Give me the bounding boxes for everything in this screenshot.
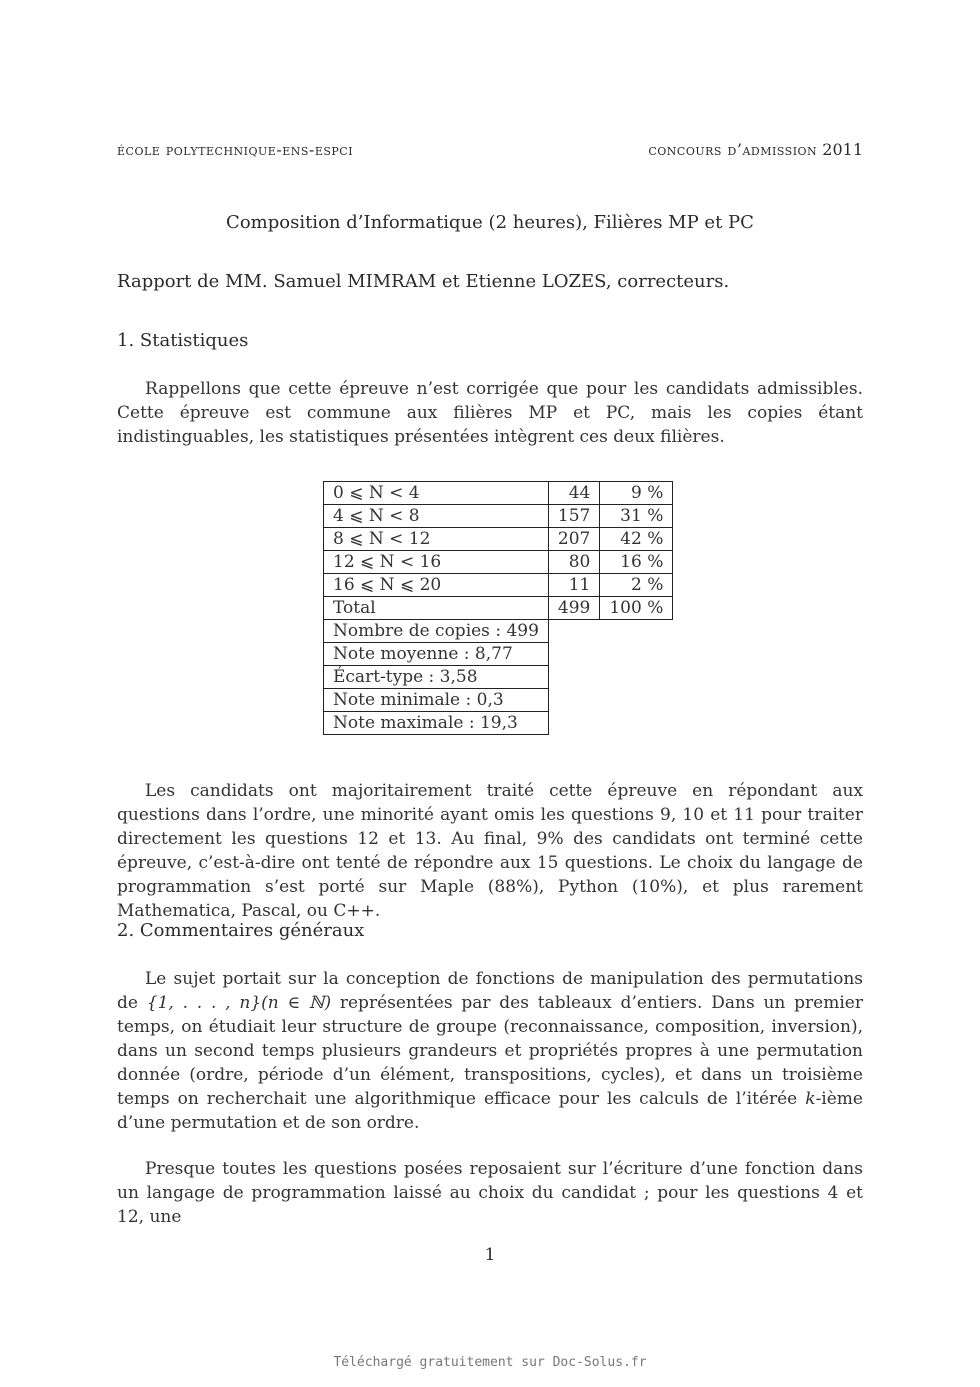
percent-cell: 100 % (600, 597, 673, 620)
general-comments-paragraph-1 (117, 967, 863, 1135)
empty-cell (548, 689, 672, 712)
summary-cell: Écart-type : 3,58 (324, 666, 549, 689)
p1-text-b: représentées par des tableaux d’entiers. Dans un premier temps, on étudiait leur structure de groupe (reconnaissance, composition, inversion), dans un second temps plusieurs grandeurs et propriétés propres à une permutation donnée (ordre, période d’un élément, transpositions, cycles), et dans un troisième temps on recherchait une algorithmique efficace pour les calculs de l’itérée (117, 993, 863, 1109)
percent-cell: 31 % (600, 505, 673, 528)
count-cell: 44 (548, 482, 599, 505)
statistics-conclusion: Les candidats ont majoritairement traité cette épreuve en répondant aux questions dans l’ordre, une minorité ayant omis les questions 9, 10 et 11 pour traiter directement les questions 12 et 13. Au final, 9% des candidats ont terminé cette épreuve, c’est-à-dire ont tenté de répondre aux 15 questions. Le choix du langage de programmation s’est porté sur Maple (88%), Python (10%), et plus rarement Mathematica, Pascal, ou C++. (117, 781, 863, 921)
p1-text-c: -ième d’une permutation et de son ordre. (117, 1089, 863, 1133)
table-row (324, 551, 673, 574)
percent-cell: 16 % (600, 551, 673, 574)
range-cell: 12 ⩽ N < 16 (324, 551, 549, 574)
count-cell: 11 (548, 574, 599, 597)
percent-cell: 2 % (600, 574, 673, 597)
range-cell: Total (324, 597, 549, 620)
empty-cell (548, 643, 672, 666)
document-title: Composition d’Informatique (2 heures), Filières MP et PC (226, 212, 754, 233)
header-year: 2011 (822, 140, 863, 159)
report-authors: Rapport de MM. Samuel MIMRAM et Etienne LOZES, correcteurs. (117, 271, 730, 292)
header-contest-label: concours d’admission (648, 140, 818, 159)
range-cell: 16 ⩽ N ⩽ 20 (324, 574, 549, 597)
summary-row (324, 689, 673, 712)
range-cell: 0 ⩽ N < 4 (324, 482, 549, 505)
percent-cell: 9 % (600, 482, 673, 505)
section-heading-statistics: 1. Statistiques (117, 330, 249, 351)
p1-math-set: {1, . . . , n}(n ∈ ℕ) (146, 993, 332, 1013)
range-cell: 8 ⩽ N < 12 (324, 528, 549, 551)
table-row (324, 574, 673, 597)
summary-row (324, 666, 673, 689)
grade-distribution-table (323, 481, 673, 735)
percent-cell: 42 % (600, 528, 673, 551)
summary-cell: Note moyenne : 8,77 (324, 643, 549, 666)
range-cell: 4 ⩽ N < 8 (324, 505, 549, 528)
count-cell: 157 (548, 505, 599, 528)
page-header (117, 140, 863, 159)
header-contest (648, 140, 863, 159)
download-footer: Téléchargé gratuitement sur Doc-Solus.fr (333, 1355, 647, 1370)
count-cell: 80 (548, 551, 599, 574)
table-row (324, 597, 673, 620)
statistics-intro: Rappellons que cette épreuve n’est corrigée que pour les candidats admissibles. Cette épreuve est commune aux filières MP et PC, mais les copies étant indistinguables, les statistiques présentées intègrent ces deux filières. (117, 379, 863, 447)
header-school: école polytechnique-ens-espci (117, 140, 354, 159)
count-cell: 499 (548, 597, 599, 620)
empty-cell (548, 666, 672, 689)
p1-math-k: k (805, 1089, 816, 1109)
empty-cell (548, 620, 672, 643)
page-number: 1 (484, 1245, 496, 1265)
summary-row (324, 712, 673, 735)
p1-text-a: Le sujet portait sur la conception de fonctions de manipulation des permutations de (117, 969, 863, 1013)
empty-cell (548, 712, 672, 735)
summary-cell: Note minimale : 0,3 (324, 689, 549, 712)
table-row (324, 505, 673, 528)
summary-row (324, 620, 673, 643)
table-row (324, 482, 673, 505)
general-comments-paragraph-2: Presque toutes les questions posées reposaient sur l’écriture d’une fonction dans un langage de programmation laissé au choix du candidat ; pour les questions 4 et 12, une (117, 1159, 863, 1227)
summary-cell: Nombre de copies : 499 (324, 620, 549, 643)
table-row (324, 528, 673, 551)
summary-row (324, 643, 673, 666)
summary-cell: Note maximale : 19,3 (324, 712, 549, 735)
section-heading-general-comments: 2. Commentaires généraux (117, 920, 365, 941)
count-cell: 207 (548, 528, 599, 551)
